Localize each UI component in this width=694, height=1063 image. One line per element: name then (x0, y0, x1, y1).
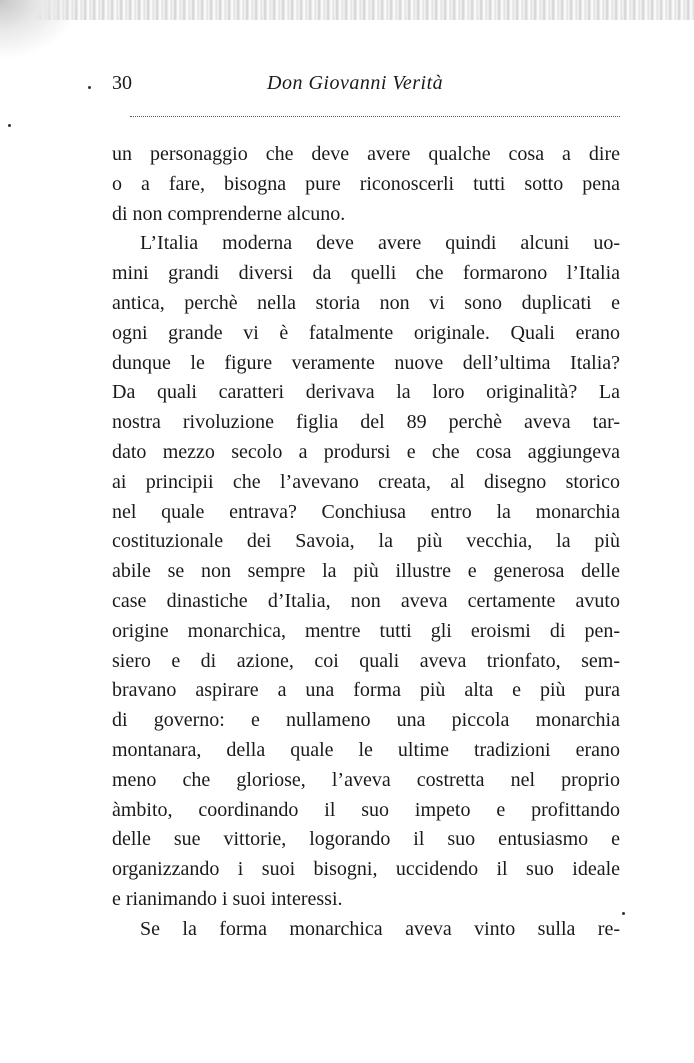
text-line: antica, perchè nella storia non vi sono duplicati e (112, 291, 620, 314)
text-line: bravano aspirare a una forma più alta e più pura (112, 679, 620, 702)
text-line: ai principii che l’avevano creata, al disegno storico (112, 470, 620, 493)
text-line: mini grandi diversi da quelli che formarono l’Italia (112, 262, 620, 285)
text-line: organizzando i suoi bisogni, uccidendo il suo ideale (112, 858, 620, 881)
text-line: montanara, della quale le ultime tradizioni erano (112, 738, 620, 761)
text-line: Se la forma monarchica aveva vinto sulla re- (140, 917, 620, 940)
text-line: àmbito, coordinando il suo impeto e profittando (112, 798, 620, 821)
text-line: ogni grande vi è fatalmente originale. Quali erano (112, 321, 620, 344)
scan-speck (622, 912, 625, 915)
text-line: Da quali caratteri derivava la loro originalità? La (112, 381, 620, 404)
text-line: nel quale entrava? Conchiusa entro la monarchia (112, 500, 620, 523)
text-line: di non comprenderne alcuno. (112, 202, 346, 225)
text-line: origine monarchica, mentre tutti gli eroismi di pen- (112, 619, 620, 642)
text-line: un personaggio che deve avere qualche cosa a dire (112, 143, 620, 165)
scan-speck (8, 124, 11, 127)
scan-edge-noise (0, 0, 694, 20)
text-line: nostra rivoluzione figlia del 89 perchè aveva tar- (112, 411, 620, 434)
text-line: o a fare, bisogna pure riconoscerli tutti sotto pena (112, 172, 620, 195)
text-line: delle sue vittorie, logorando il suo entusiasmo e (112, 828, 620, 851)
text-line: abile se non sempre la più illustre e generosa delle (112, 560, 620, 583)
scan-speck (88, 86, 91, 89)
text-line: meno che gloriose, l’aveva costretta nel proprio (112, 768, 620, 791)
text-line: dunque le figure veramente nuove dell’ultima Italia? (112, 351, 620, 374)
text-line: dato mezzo secolo a prodursi e che cosa aggiungeva (112, 440, 620, 463)
text-line: siero e di azione, coi quali aveva trionfato, sem- (112, 649, 620, 672)
text-line: e rianimando i suoi interessi. (112, 887, 343, 910)
text-line: di governo: e nullameno una piccola monarchia (112, 709, 620, 732)
body-text (112, 140, 620, 945)
text-line: case dinastiche d’Italia, non aveva certamente avuto (112, 589, 620, 612)
running-head (112, 66, 622, 102)
running-title: Don Giovanni Verità (267, 72, 444, 94)
scan-corner-smudge (0, 0, 80, 60)
header-rule (130, 116, 620, 117)
page-number: 30 (112, 72, 132, 94)
text-line: costituzionale dei Savoia, la più vecchia, la più (112, 530, 620, 553)
text-line: L’Italia moderna deve avere quindi alcuni uo- (140, 232, 620, 255)
